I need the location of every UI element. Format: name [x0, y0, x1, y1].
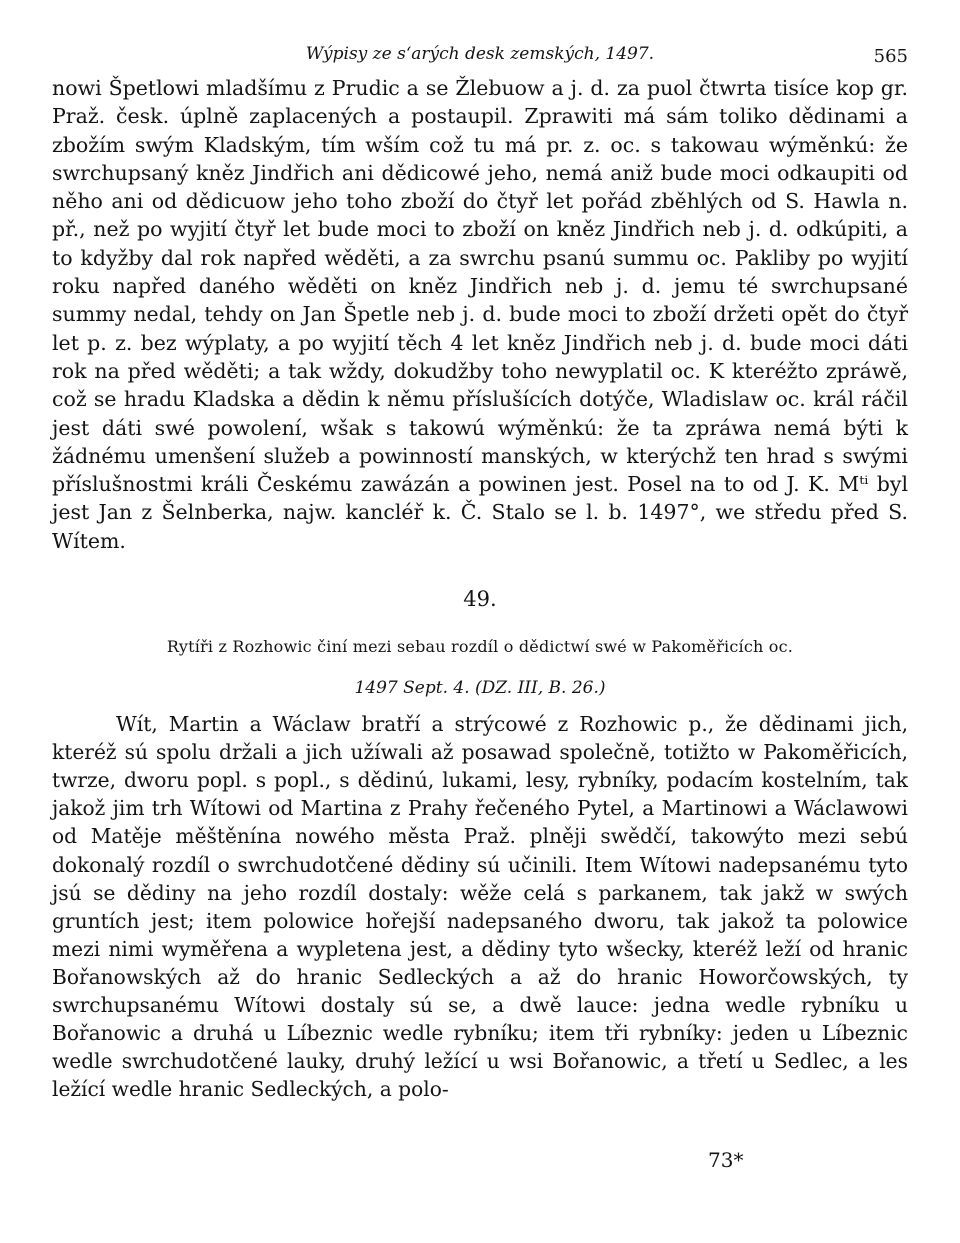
- document-page: [52, 40, 908, 1103]
- continuation-paragraph: nowi Špetlowi mladšímu z Prudic a se Žlebuow a j. d. za puol čtwrta tisíce kop gr. Praž. česk. úplně zaplacených a postaupil. Zprawiti má sám toliko dědinami a zbožím swým Kladským, tím wším což tu má pr. z. oc. s takowau wýměnkú: že swrchupsaný kněz Jindřich ani dědicowé jeho, nemá aniž bude moci odkaupiti od něho ani od dědicuow jeho toho zboží do čtyř let pořád zběhlých od S. Hawla n. př., než po wyjití čtyř let bude moci to zboží on kněz Jindřich neb j. d. odkúpiti, a to kdyžby dal rok napřed wěděti, a za swrchu psanú summu oc. Pakliby po wyjití roku napřed daného wěděti on kněz Jindřich neb j. d. jemu té swrchupsané summy nedal, tehdy on Jan Špetle neb j. d. bude moci to zboží držeti opět do čtyř let p. z. bez wýplaty, a po wyjití těch 4 let kněz Jindřich neb j. d. bude moci dáti rok na před wěděti; a tak wždy, dokudžby toho newyplatil oc. K kteréžto zpráwě, což se hradu Kladska a dědin k němu příslušících dotýče, Wladislaw oc. král ráčil jest dáti swé powolení, wšak s takowú wýměnkú: že ta zpráwa nemá býti k žádnému umenšení služeb a powinností manských, w kterýchž ten hrad s swými příslušnostmi králi Českému zawázán a powinen jest. Posel na to od J. K. Mᵗⁱ byl jest Jan z Šelnberka, najw. kancléř k. Č. Stalo se l. b. 1497°, we středu před S. Wítem.: [52, 76, 908, 553]
- running-head: [52, 40, 908, 74]
- page-number: 565: [873, 46, 908, 67]
- running-title: Wýpisy ze s‘arých desk zemských, 1497.: [305, 44, 655, 64]
- entry-number: 49.: [463, 587, 497, 612]
- signature-mark: 73*: [708, 1148, 744, 1172]
- entry-heading: Rytíři z Rozhowic činí mezi sebau rozdíl o dědictwí swé w Pakoměřicích oc.: [166, 637, 794, 657]
- entry-paragraph: [52, 710, 908, 1103]
- entry-text: Wít, Martin a Wáclaw bratří a strýcowé z Rozhowic p., že dědinami jich, kteréž sú spolu držali a jich užíwali až posawad společně, totižto w Pakoměřicích, twrze, dworu popl. s popl., s dědinú, lukami, lesy, rybníky, podacím kostelním, tak jakož jim trh Wítowi od Martina z Prahy řečeného Pytel, a Martinowi a Wáclawowi od Matěje měštěnína nowého města Praž. plněji swědčí, takowýto mezi sebú dokonalý rozdíl o swrchudotčené dědiny sú učinili. Item Wítowi nadepsanému tyto jsú se dědiny na jeho rozdíl dostaly: wěže celá s parkanem, tak jakž w swých gruntích jest; item polowice hořejší nadepsaného dworu, tak jakož ta polowice mezi nimi wyměřena a wypletena jest, a dědiny tyto wšecky, kteréž leží od hranic Bořanowských až do hranic Sedleckých a až do hranic Howorčowských, ty swrchupsanému Wítowi dostaly sú se, a dwě lauce: jedna wedle rybníku u Bořanowic a druhá u Líbeznic wedle rybníku; item tři rybníky: jeden u Líbeznic wedle swrchudotčené lauky, druhý ležící u wsi Bořanowic, a třetí u Sedlec, a les ležící wedle hranic Sedleckých, a polo-: [52, 712, 908, 1102]
- entry-date: 1497 Sept. 4. (DZ. III, B. 26.): [354, 678, 606, 699]
